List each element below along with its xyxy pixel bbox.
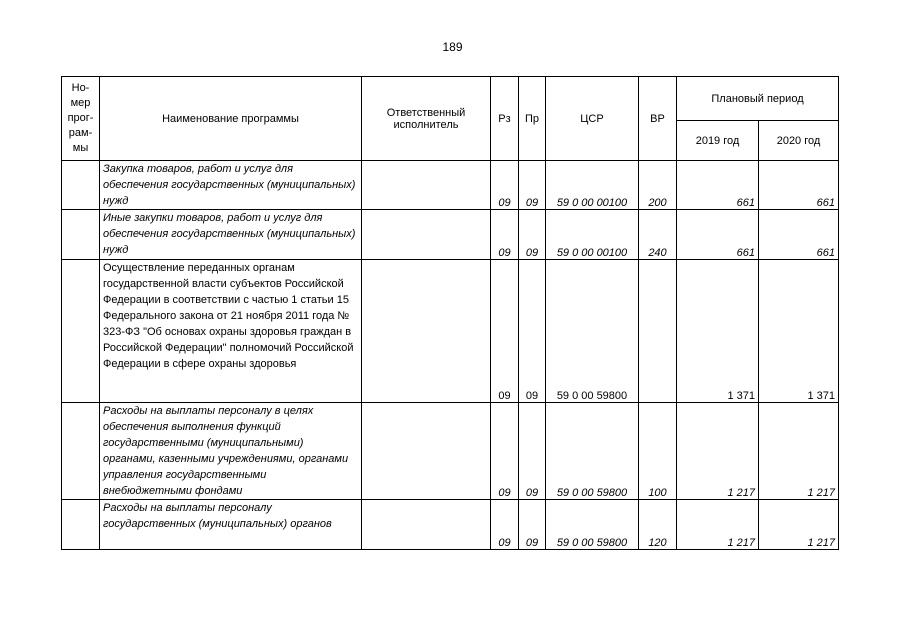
csr-cell: 59 0 00 00100 xyxy=(546,161,639,210)
amount-2019: 1 217 xyxy=(677,500,759,550)
pr-cell: 09 xyxy=(519,260,546,403)
executor-cell xyxy=(362,403,491,500)
amount-2019: 661 xyxy=(677,210,759,260)
program-number-cell xyxy=(62,210,100,260)
vr-cell: 200 xyxy=(639,161,677,210)
rz-cell: 09 xyxy=(491,403,519,500)
table-row xyxy=(62,161,839,210)
pr-cell: 09 xyxy=(519,161,546,210)
amount-2019: 1 371 xyxy=(677,260,759,403)
header-vr: ВР xyxy=(639,77,677,161)
header-pr: Пр xyxy=(519,77,546,161)
table-row xyxy=(62,210,839,260)
executor-cell xyxy=(362,500,491,550)
header-planning-period: Плановый период xyxy=(677,77,839,121)
amount-2020: 1 217 xyxy=(759,403,839,500)
header-rz: Рз xyxy=(491,77,519,161)
amount-2019: 661 xyxy=(677,161,759,210)
csr-cell: 59 0 00 00100 xyxy=(546,210,639,260)
program-number-cell xyxy=(62,161,100,210)
amount-2020: 661 xyxy=(759,161,839,210)
executor-cell xyxy=(362,210,491,260)
rz-cell: 09 xyxy=(491,210,519,260)
executor-cell xyxy=(362,260,491,403)
header-row xyxy=(62,77,839,121)
header-executor: Ответственный исполнитель xyxy=(362,77,491,161)
program-name: Закупка товаров, работ и услуг для обеспечения государственных (муниципальных) нужд xyxy=(100,161,362,210)
amount-2019: 1 217 xyxy=(677,403,759,500)
program-name: Иные закупки товаров, работ и услуг для обеспечения государственных (муниципальных) нужд xyxy=(100,210,362,260)
amount-2020: 1 217 xyxy=(759,500,839,550)
program-number-cell xyxy=(62,260,100,403)
table-row xyxy=(62,500,839,550)
vr-cell: 100 xyxy=(639,403,677,500)
program-number-cell xyxy=(62,403,100,500)
program-name: Расходы на выплаты персоналу государственных (муниципальных) органов xyxy=(100,500,362,550)
header-csr: ЦСР xyxy=(546,77,639,161)
vr-cell xyxy=(639,260,677,403)
vr-cell: 240 xyxy=(639,210,677,260)
header-program-number: Но-мер прог-рам-мы xyxy=(62,77,100,161)
program-name: Расходы на выплаты персоналу в целях обеспечения выполнения функций государственными (муниципальными) органами, казенными учреждениями, органами управления государственными внебюджетными фондами xyxy=(100,403,362,500)
csr-cell: 59 0 00 59800 xyxy=(546,500,639,550)
program-number-cell xyxy=(62,500,100,550)
amount-2020: 661 xyxy=(759,210,839,260)
program-name: Осуществление переданных органам государственной власти субъектов Российской Федерации в соответствии с частью 1 статьи 15 Федерального закона от 21 ноября 2011 года № 323-ФЗ "Об основах охраны здоровья граждан в Российской Федерации" полномочий Российской Федерации в сфере охраны здоровья xyxy=(100,260,362,403)
table-row xyxy=(62,260,839,403)
pr-cell: 09 xyxy=(519,403,546,500)
amount-2020: 1 371 xyxy=(759,260,839,403)
executor-cell xyxy=(362,161,491,210)
pr-cell: 09 xyxy=(519,210,546,260)
pr-cell: 09 xyxy=(519,500,546,550)
header-program-name: Наименование программы xyxy=(100,77,362,161)
csr-cell: 59 0 00 59800 xyxy=(546,260,639,403)
rz-cell: 09 xyxy=(491,161,519,210)
table-row xyxy=(62,403,839,500)
rz-cell: 09 xyxy=(491,500,519,550)
vr-cell: 120 xyxy=(639,500,677,550)
header-2019: 2019 год xyxy=(677,121,759,161)
csr-cell: 59 0 00 59800 xyxy=(546,403,639,500)
rz-cell: 09 xyxy=(491,260,519,403)
header-2020: 2020 год xyxy=(759,121,839,161)
budget-table xyxy=(61,76,839,550)
page-number: 189 xyxy=(442,40,463,54)
